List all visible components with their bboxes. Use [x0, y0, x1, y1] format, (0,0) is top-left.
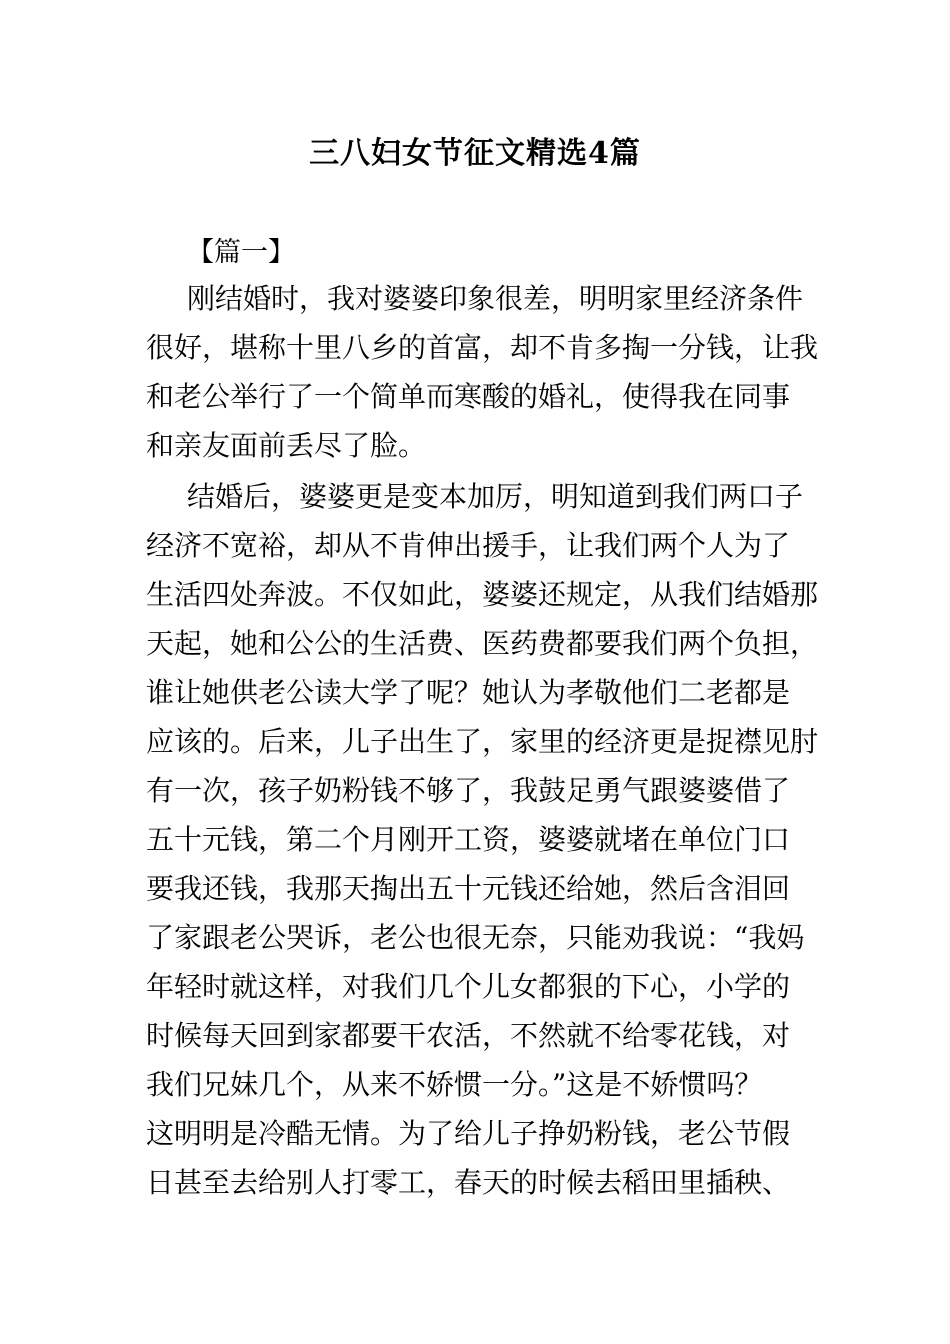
- paragraph-line: 有一次，孩子奶粉钱不够了，我鼓足勇气跟婆婆借了: [146, 774, 791, 807]
- paragraph-line: 谁让她供老公读大学了呢？她认为孝敬他们二老都是: [146, 676, 791, 709]
- paragraph-line: 日甚至去给别人打零工，春天的时候去稻田里插秧、: [146, 1166, 791, 1199]
- document-title: 三八妇女节征文精选4篇: [309, 136, 641, 171]
- paragraph-line: 刚结婚时，我对婆婆印象很差，明明家里经济条件: [187, 282, 804, 315]
- paragraph-line: 这明明是冷酷无情。为了给儿子挣奶粉钱，老公节假: [146, 1117, 791, 1150]
- paragraph-line: 应该的。后来，儿子出生了，家里的经济更是捉襟见肘: [146, 725, 819, 758]
- paragraph-line: 了家跟老公哭诉，老公也很无奈，只能劝我说：“我妈: [146, 921, 805, 954]
- paragraph-line: 天起，她和公公的生活费、医药费都要我们两个负担，: [146, 627, 819, 660]
- paragraph-line: 我们兄妹几个，从来不娇惯一分。”这是不娇惯吗？: [146, 1068, 763, 1101]
- paragraph-line: 时候每天回到家都要干农活，不然就不给零花钱，对: [146, 1019, 791, 1052]
- paragraph-line: 和亲友面前丢尽了脸。: [146, 429, 427, 462]
- paragraph-line: 和老公举行了一个简单而寒酸的婚礼，使得我在同事: [146, 380, 791, 413]
- paragraph-line: 很好，堪称十里八乡的首富，却不肯多掏一分钱，让我: [146, 331, 819, 364]
- paragraph-line: 要我还钱，我那天掏出五十元钱还给她，然后含泪回: [146, 872, 791, 905]
- paragraph-line: 五十元钱，第二个月刚开工资，婆婆就堵在单位门口: [146, 823, 791, 856]
- paragraph-line: 年轻时就这样，对我们几个儿女都狠的下心，小学的: [146, 970, 791, 1003]
- paragraph-line: 生活四处奔波。不仅如此，婆婆还规定，从我们结婚那: [146, 578, 819, 611]
- paragraph-line: 经济不宽裕，却从不肯伸出援手，让我们两个人为了: [146, 529, 791, 562]
- paragraph-line: 结婚后，婆婆更是变本加厉，明知道到我们两口子: [187, 480, 804, 513]
- paragraph-2: [146, 472, 819, 1207]
- paragraph-1: [146, 274, 819, 470]
- section-heading: 【篇一】: [187, 237, 295, 268]
